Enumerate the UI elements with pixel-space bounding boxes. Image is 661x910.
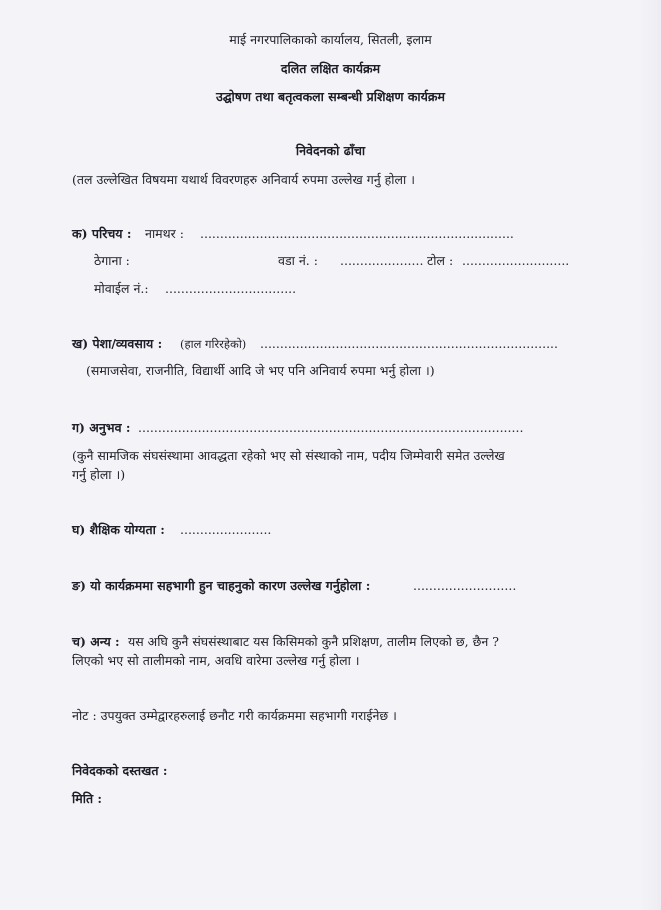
tole-field: ........................... (462, 253, 570, 268)
occupation-sub-label: (हाल गरिरहेको) (180, 337, 247, 351)
ward-field: ..................... (340, 253, 424, 268)
signature-label: निवेदकको दस्तखत : (72, 763, 168, 778)
selection-note: नोट : उपयुक्त उम्मेद्वारहरुलाई छनौट गरी कार्यक्रममा सहभागी गराईनेछ । (72, 708, 397, 723)
program-name: दलित लक्षित कार्यक्रम (280, 61, 381, 76)
education-field: ....................... (180, 522, 272, 537)
occupation-note: (समाजसेवा, राजनीति, विद्यार्थी आदि जे भए पनि अनिवार्य रुपमा भर्नु होला ।) (86, 363, 435, 378)
education-section-label: घ) शैक्षिक योग्यता : (72, 522, 165, 537)
name-field: ............................................................................... (200, 226, 514, 241)
experience-section-label: ग) अनुभव : (72, 420, 131, 435)
occupation-section-label: ख) पेशा/व्यवसाय : (72, 336, 163, 351)
date-label: मिति : (72, 791, 103, 806)
experience-note-line-1: (कुनै सामजिक संघसंस्थामा आवद्धता रहेको भए सो संस्थाको नाम, पदीय जिम्मेवारी समेत उल्लेख (72, 448, 505, 463)
reason-field: .......................... (413, 578, 517, 593)
form-title: निवेदनको ढाँचा (295, 143, 366, 158)
tole-label: टोल : (427, 253, 454, 268)
intro-section-label: क) परिचय : (72, 226, 132, 241)
name-label: नामथर : (145, 226, 184, 241)
address-label: ठेगाना : (94, 253, 130, 268)
training-title: उद्घोषण तथा बतृत्वकला सम्बन्धी प्रशिक्षण कार्यक्रम (216, 89, 445, 104)
form-instruction: (तल उल्लेखित विषयमा यथार्थ विवरणहरु अनिवार्य रुपमा उल्लेख गर्नु होला । (72, 172, 415, 187)
other-section-label: च) अन्य : (72, 634, 120, 649)
office-name: माई नगरपालिकाको कार्यालय, सितली, इलाम (229, 32, 432, 47)
occupation-field: ........................................................................... (260, 336, 559, 351)
mobile-label: मोवाईल नं.: (94, 281, 149, 296)
experience-field: ................................................................................................. (138, 420, 524, 435)
other-line-1: यस अघि कुनै संघसंस्थाबाट यस किसिमको कुनै प्रशिक्षण, तालीम लिएको छ, छैन ? (128, 634, 499, 649)
other-line-2: लिएको भए सो तालीमको नाम, अवधि वारेमा उल्लेख गर्नु होला । (72, 653, 360, 668)
page-edge-shadow (639, 0, 661, 910)
ward-label: वडा नं. : (278, 253, 318, 268)
experience-note-line-2: गर्नु होला ।) (72, 467, 126, 482)
mobile-field: ................................. (165, 281, 297, 296)
reason-section-label: ङ) यो कार्यक्रममा सहभागी हुन चाहनुको कारण उल्लेख गर्नुहोला : (72, 578, 371, 593)
